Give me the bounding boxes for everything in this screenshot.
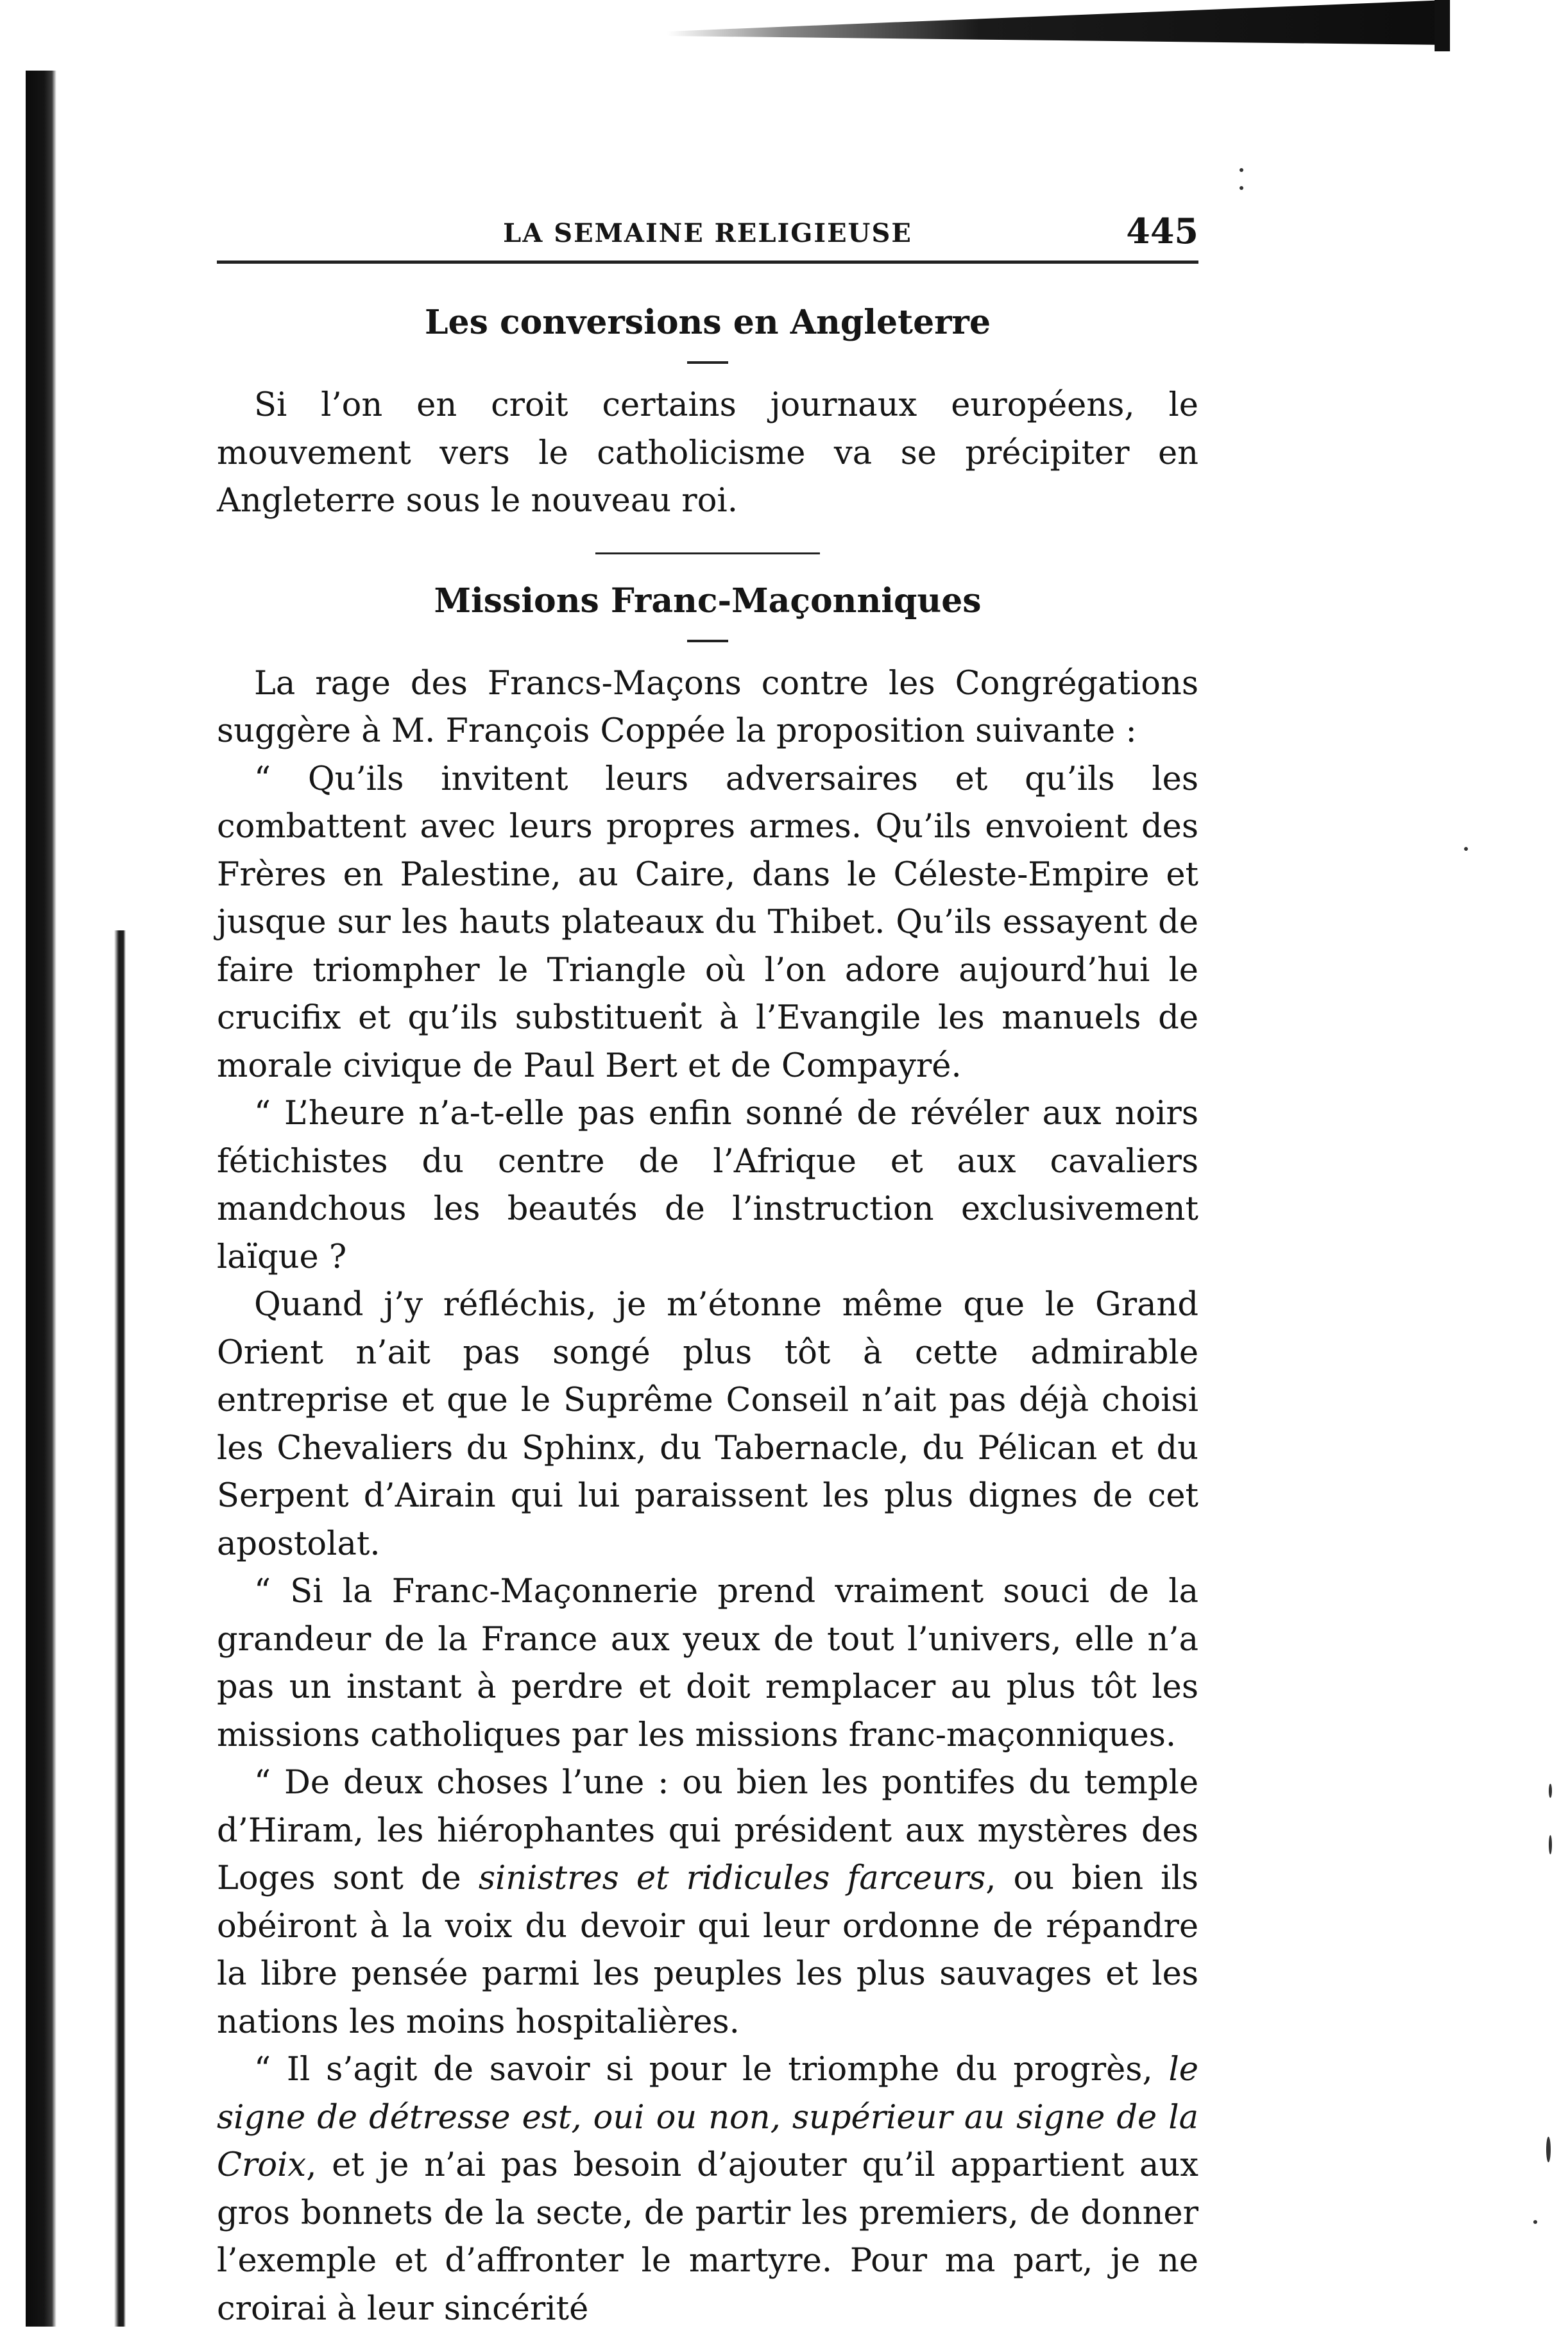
- paragraph-text: “ De deux choses l’une : ou bien les pontifes du temple d’Hiram, les hiérophantes qui président aux mystères des Loges sont de: [217, 1764, 1198, 1897]
- section-title: Missions Franc-Maçonniques: [217, 581, 1198, 620]
- scan-speck: [1546, 2137, 1551, 2162]
- paragraph: “ Si la Franc-Maçonnerie prend vraiment souci de la grandeur de la France aux yeux de tout l’univers, elle n’a pas un instant à perdre et doit remplacer au plus tôt les missions catholiques par les missions franc-maçonniques.: [217, 1568, 1198, 1759]
- scan-top-edge-end: [1435, 0, 1450, 51]
- section-separator: [595, 552, 820, 554]
- header-rule: [217, 261, 1198, 264]
- scan-speck: [1533, 2220, 1537, 2224]
- paragraph: La rage des Francs-Maçons contre les Congrégations suggère à M. François Coppée la proposition suivante :: [217, 660, 1198, 756]
- title-dash: [687, 640, 728, 642]
- paragraph-text: , et je n’ai pas besoin d’ajouter qu’il appartient aux gros bonnets de la secte, de partir les premiers, de donner l’exemple et d’affronter le martyre. Pour ma part, je ne croirai à leur sincérité: [217, 2146, 1198, 2328]
- paragraph-triomphe: [217, 2046, 1198, 2333]
- scan-inner-edge: [114, 930, 126, 2327]
- running-title: LA SEMAINE RELIGIEUSE: [217, 218, 1198, 248]
- paragraph: Quand j’y réfléchis, je m’étonne même que le Grand Orient n’ait pas songé plus tôt à cette admirable entreprise et que le Suprême Conseil n’ait pas déjà choisi les Chevaliers du Sphinx, du Tabernacle, du Pélican et du Serpent d’Airain qui lui paraissent les plus dignes de cet apostolat.: [217, 1281, 1198, 1568]
- italic-phrase: le signe de détresse est, oui ou non, supérieur au signe de la Croix: [217, 2051, 1198, 2184]
- page-header: [217, 205, 1198, 257]
- page-number: 445: [1126, 210, 1198, 252]
- paragraph-text: “ Il s’agit de savoir si pour le triomphe du progrès,: [254, 2051, 1169, 2089]
- section-missions: [217, 581, 1198, 2333]
- paragraph-hiram: [217, 1759, 1198, 2046]
- italic-phrase: sinistres et ridicules farceurs: [479, 1859, 985, 1897]
- scan-speck: [1240, 186, 1243, 190]
- scan-speck: [1549, 1784, 1552, 1798]
- section-title: Les conversions en Angleterre: [217, 303, 1198, 342]
- paragraph: “ L’heure n’a-t-elle pas enfin sonné de révéler aux noirs fétichistes du centre de l’Afrique et aux cavaliers mandchous les beautés de l’instruction exclusivement laïque ?: [217, 1090, 1198, 1281]
- paragraph: “ Qu’ils invitent leurs adversaires et qu’ils les combattent avec leurs propres armes. Qu’ils envoient des Frères en Palestine, au Caire, dans le Céleste-Empire et jusque sur les hauts plateaux du Thibet. Qu’ils essayent de faire triompher le Triangle où l’on adore aujourd’hui le crucifix et qu’ils substituent à l’Evangile les manuels de morale civique de Paul Bert et de Compayré.: [217, 756, 1198, 1091]
- scan-speck: [1549, 1835, 1552, 1854]
- section-conversions: [217, 303, 1198, 526]
- scan-speck: [1464, 847, 1468, 851]
- scan-binding-edge: [26, 71, 56, 2327]
- scan-speck: [1240, 168, 1243, 172]
- paragraph-text: , ou bien ils obéiront à la voix du devoir qui leur ordonne de répandre la libre pensée parmi les peuples les plus sauvages et les nations les moins hospitalières.: [217, 1859, 1198, 2041]
- page: [217, 205, 1198, 2333]
- paragraph: Si l’on en croit certains journaux européens, le mouvement vers le catholicisme va se précipiter en Angleterre sous le nouveau roi.: [217, 382, 1198, 526]
- scan-top-edge: [667, 0, 1447, 45]
- title-dash: [687, 361, 728, 364]
